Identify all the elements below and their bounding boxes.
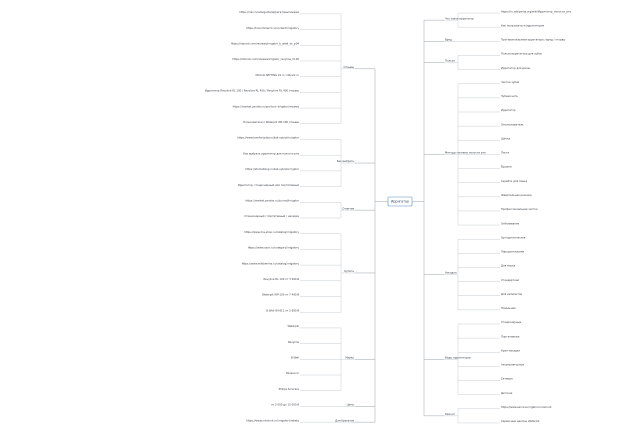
leaf-node[interactable]: https://www.dns-shop.ru/catalog/irrigatory bbox=[244, 230, 299, 234]
mind-map-connectors bbox=[300, 13, 500, 423]
leaf-node[interactable]: Отбеливание bbox=[501, 222, 520, 226]
leaf-node[interactable]: Ёршики bbox=[501, 165, 512, 169]
leaf-node[interactable]: Otzovik SETTING 10.4 / otzovik ru bbox=[255, 73, 299, 77]
leaf-node[interactable]: Revyline RL 100 от 3 990 ₽ bbox=[263, 278, 299, 282]
leaf-node[interactable]: Детские bbox=[501, 391, 513, 395]
leaf-node[interactable]: Как пользоваться ирригатором bbox=[501, 24, 545, 28]
leaf-node[interactable]: https://www.ortodont.ru/irrigator-brekety bbox=[246, 419, 299, 423]
leaf-node[interactable]: Philips Sonicare bbox=[278, 387, 299, 391]
leaf-node[interactable]: https://market.yandex.ru/product--irrigator/reviews bbox=[232, 105, 299, 109]
leaf-node[interactable]: Как выбрать ирригатор для полости рта bbox=[243, 152, 299, 156]
leaf-node[interactable]: Польза ирригатора для зубов bbox=[501, 52, 542, 56]
leaf-node[interactable]: Щётка bbox=[501, 137, 511, 141]
leaf-node[interactable]: Стандартная bbox=[501, 278, 519, 282]
leaf-node[interactable]: Для имплантов bbox=[501, 292, 522, 296]
leaf-node[interactable]: Ирригатор для десен bbox=[501, 66, 531, 70]
leaf-node[interactable]: от 2 000 до 15 000 ₽ bbox=[271, 403, 299, 407]
branch-node-r0[interactable]: Что такое ирригатор bbox=[445, 17, 474, 21]
leaf-node[interactable]: Пародонтальная bbox=[501, 250, 524, 254]
leaf-node[interactable]: Жевательная резинка bbox=[501, 194, 532, 197]
leaf-node[interactable]: Ополаскиватель bbox=[501, 123, 524, 127]
leaf-node[interactable]: B.Well bbox=[290, 356, 299, 360]
leaf-node[interactable]: https://otzovik.com/reviews/irrigator_revyline_rl100 bbox=[232, 58, 299, 62]
leaf-node[interactable]: Скребок для языка bbox=[501, 179, 528, 183]
root-node[interactable] bbox=[388, 197, 412, 206]
leaf-node[interactable]: Для языка bbox=[501, 264, 516, 268]
branch-node-l2[interactable]: Отличия bbox=[342, 207, 354, 211]
leaf-node[interactable]: Паста bbox=[501, 151, 510, 155]
leaf-node[interactable]: Портативные bbox=[501, 335, 520, 339]
branch-node-r2[interactable]: Польза bbox=[445, 59, 455, 63]
leaf-node[interactable]: Кран-насадки bbox=[501, 349, 521, 353]
branch-node-r6[interactable]: Ремонт bbox=[445, 413, 455, 417]
leaf-node[interactable]: Пользователи о Waterpik WP-100 отзывы bbox=[243, 120, 299, 124]
leaf-node[interactable]: https://otzovik.com/reviews/irrigator_b_weel_wr_p04 bbox=[230, 42, 299, 46]
leaf-node[interactable]: Противопоказания ирригатора / вред / отзывы bbox=[501, 38, 566, 42]
leaf-node[interactable]: Ирригатор bbox=[501, 109, 516, 113]
leaf-node[interactable]: https://stomatolog.ru/kak-vybrat-irrigator bbox=[245, 168, 299, 172]
leaf-node[interactable]: https://www.service-irrigator.ru/remont bbox=[501, 406, 552, 409]
branch-node-l3[interactable]: Купить bbox=[344, 270, 354, 274]
branch-node-r5[interactable]: Виды ирригаторов bbox=[445, 356, 471, 360]
leaf-node[interactable]: https://www.komfortzuby.ru/kak-vybrat-irrigator bbox=[237, 136, 299, 140]
leaf-node[interactable]: https://ciao.ru/ads/guide/ирригаторы/reviews bbox=[239, 11, 299, 15]
branch-node-l5[interactable]: Цены bbox=[346, 403, 354, 407]
mind-map-nodes bbox=[205, 9, 572, 423]
leaf-node[interactable]: https://www.wildberries.ru/catalog/irrigatory bbox=[241, 262, 299, 266]
branch-node-l1[interactable]: Как выбрать bbox=[336, 160, 354, 164]
leaf-node[interactable]: https://ru.wikipedia.org/wiki/Ирригатор_полости_рта bbox=[501, 10, 572, 14]
leaf-node[interactable]: Аккумуляторные bbox=[501, 363, 525, 367]
leaf-node[interactable]: Waterpik WP-100 от 7 490 ₽ bbox=[262, 293, 299, 297]
branch-node-r1[interactable]: Вред bbox=[445, 38, 452, 42]
branch-node-l6[interactable]: Для брекетов bbox=[335, 419, 354, 423]
branch-node-l4[interactable]: Марки bbox=[345, 356, 354, 360]
leaf-node[interactable]: Стационарный / портативный / насадка bbox=[244, 215, 299, 219]
leaf-node[interactable]: Panasonic bbox=[286, 372, 299, 376]
leaf-node[interactable]: Зубная нить bbox=[501, 95, 518, 99]
leaf-node[interactable]: Revyline bbox=[287, 340, 299, 344]
leaf-node[interactable]: Сетевые bbox=[501, 377, 513, 381]
branch-node-r4[interactable]: Насадки bbox=[445, 271, 457, 275]
branch-node-l0[interactable]: Отзывы bbox=[343, 66, 354, 70]
leaf-node[interactable]: https://www.ozon.ru/category/irrigatory bbox=[247, 246, 299, 250]
leaf-node[interactable]: Профессиональная чистка bbox=[501, 208, 538, 212]
leaf-node[interactable]: Ирригатор: стационарный или портативный bbox=[237, 183, 299, 187]
leaf-node[interactable]: Стационарные bbox=[501, 321, 522, 325]
root-node-label: Ирригатор bbox=[391, 199, 409, 204]
leaf-node[interactable]: https://market.yandex.ru/journal/irrigator bbox=[245, 199, 299, 203]
leaf-node[interactable]: Назальная bbox=[501, 307, 516, 311]
leaf-node[interactable]: Ортодонтическая bbox=[501, 236, 526, 240]
leaf-node[interactable]: Ирригатор Revyline RL 100 / Revyline RL 450 / Revyline RL 400 отзывы bbox=[204, 89, 299, 93]
leaf-node[interactable]: Чистка зубов bbox=[501, 80, 520, 84]
leaf-node[interactable]: Waterpik bbox=[287, 325, 299, 329]
leaf-node[interactable]: https://irecommend.ru/content/irrigatory bbox=[246, 26, 299, 30]
leaf-node[interactable]: B.Well WI-911 от 2 690 ₽ bbox=[266, 309, 299, 313]
branch-node-r3[interactable]: Методы гигиены полости рта bbox=[445, 151, 486, 155]
leaf-node[interactable]: Сервисные центры Waterpik bbox=[501, 420, 540, 424]
